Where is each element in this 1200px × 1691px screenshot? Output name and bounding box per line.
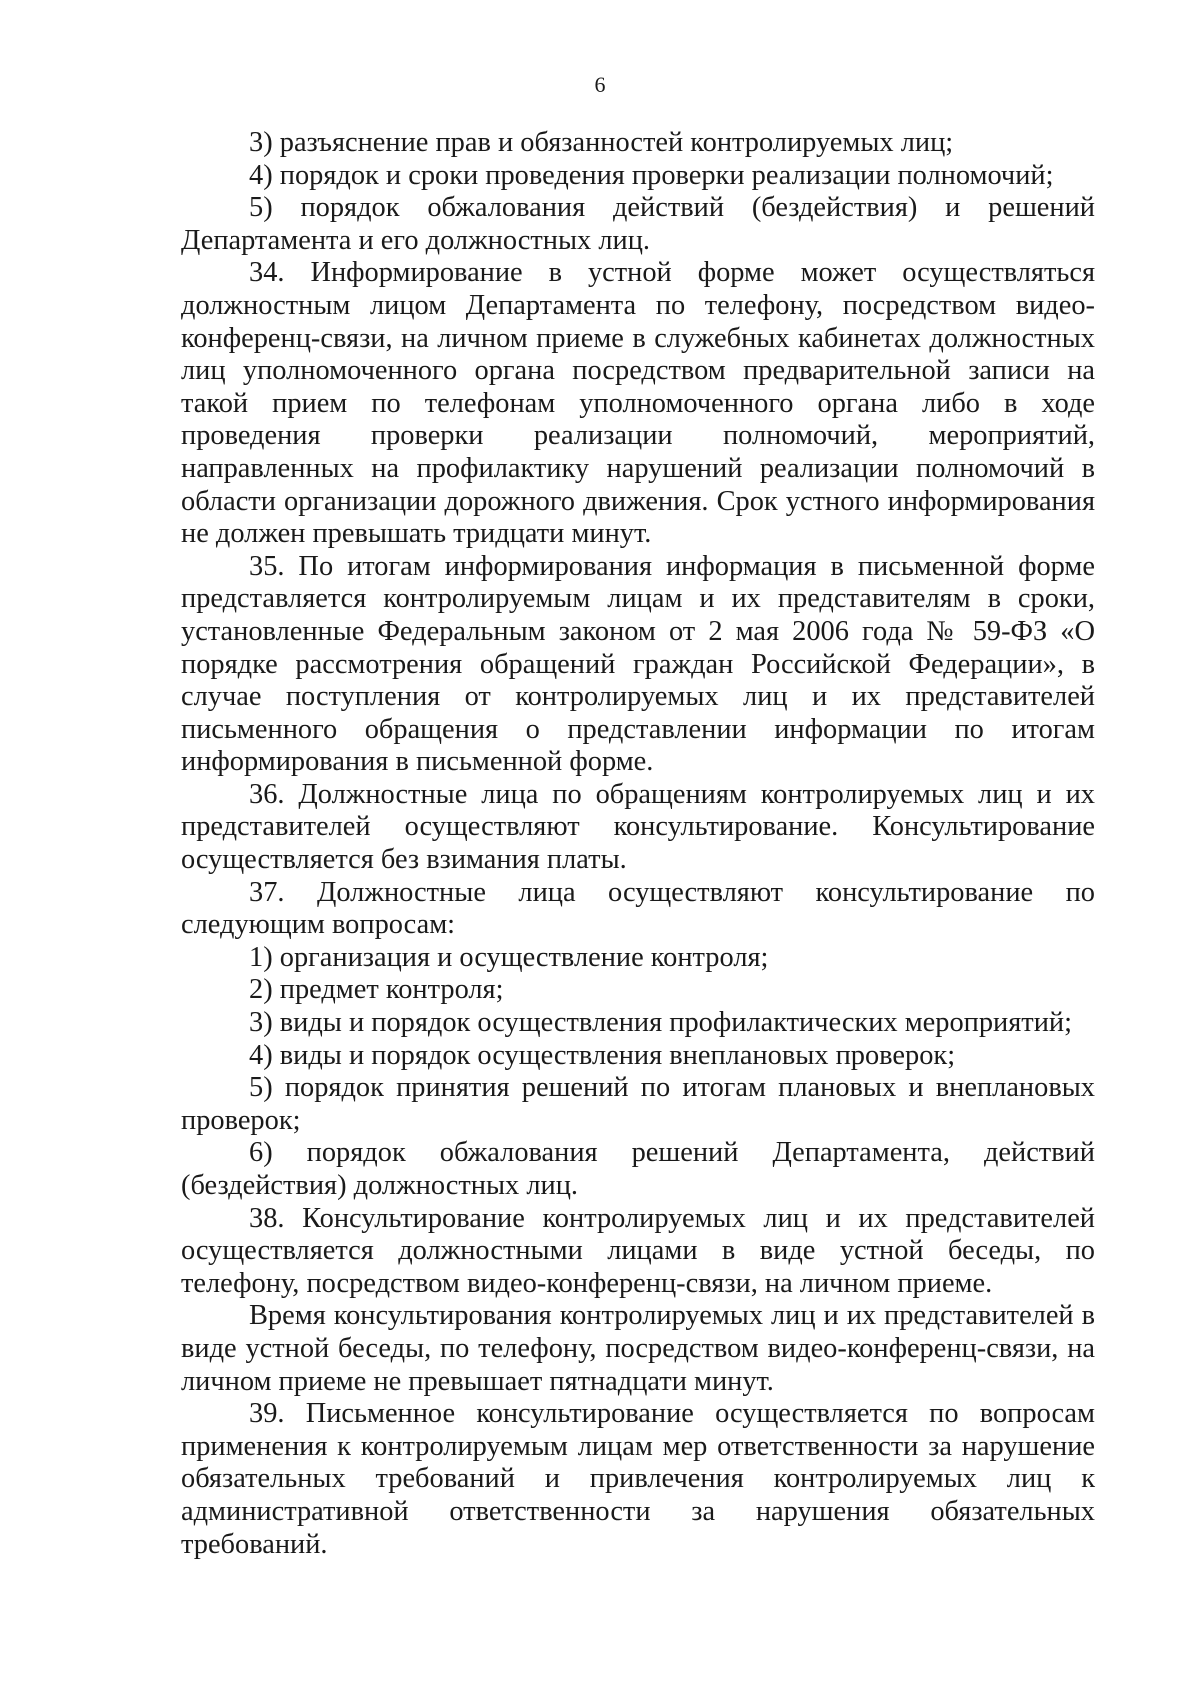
paragraph-list-item-3: 3) разъяснение прав и обязанностей контролируемых лиц;: [249, 127, 954, 158]
paragraph-39: 39. Письменное консультирование осуществляется по вопросам применения к контролируемым лицам мер ответственности за нарушение обязательных требований и привлечения контролируемых лиц к административной ответственности за нарушения обязательных требований.: [181, 1398, 1095, 1560]
paragraph-37-item-1: 1) организация и осуществление контроля;: [249, 941, 769, 973]
paragraph-list-item-5: 5) порядок обжалования действий (бездействия) и решений Департамента и его должностных лиц.: [181, 192, 1095, 256]
paragraph-36: 36. Должностные лица по обращениям контролируемых лиц и их представителей осуществляют консультирование. Консультирование осуществляется без взимания платы.: [181, 778, 1095, 876]
document-body: [181, 127, 1095, 1561]
paragraph-38-continued: Время консультирования контролируемых лиц и их представителей в виде устной беседы, по телефону, посредством видео-конференц-связи, на личном приеме не превышает пятнадцати минут.: [181, 1300, 1095, 1397]
paragraph-37-item-2: 2) предмет контроля;: [249, 974, 504, 1006]
paragraph-37-item-4: 4) виды и порядок осуществления внеплановых проверок;: [249, 1039, 956, 1071]
paragraph-37-item-5: 5) порядок принятия решений по итогам плановых и внеплановых проверок;: [181, 1072, 1095, 1136]
paragraph-35: 35. По итогам информирования информация в письменной форме представляется контролируемым лицам и их представителям в сроки, установленные Федеральным законом от 2 мая 2006 года № 59-ФЗ «О порядке рассмотрения обращений граждан Российской Федерации», в случае поступления от контролируемых лиц и их представителей письменного обращения о представлении информации по итогам информирования в письменной форме.: [181, 550, 1095, 778]
paragraph-37-item-6: 6) порядок обжалования решений Департамента, действий (бездействия) должностных лиц.: [181, 1137, 1095, 1201]
paragraph-34: 34. Информирование в устной форме может осуществляться должностным лицом Департамента по телефону, посредством видео-конференц-связи, на личном приеме в служебных кабинетах должностных лиц уполномоченного органа посредством предварительной записи на такой прием по телефонам уполномоченного органа либо в ходе проведения проверки реализации полномочий, мероприятий, направленных на профилактику нарушений реализации полномочий в области организации дорожного движения. Срок устного информирования не должен превышать тридцати минут.: [181, 257, 1095, 550]
paragraph-37-item-3: 3) виды и порядок осуществления профилактических мероприятий;: [249, 1007, 1072, 1039]
paragraph-37: 37. Должностные лица осуществляют консультирование по следующим вопросам:: [181, 876, 1095, 941]
paragraph-38: 38. Консультирование контролируемых лиц и их представителей осуществляется должностными лицами в виде устной беседы, по телефону, посредством видео-конференц-связи, на личном приеме.: [181, 1202, 1095, 1299]
page-number: 6: [594, 72, 606, 97]
paragraph-list-item-4: 4) порядок и сроки проведения проверки реализации полномочий;: [249, 159, 1054, 191]
